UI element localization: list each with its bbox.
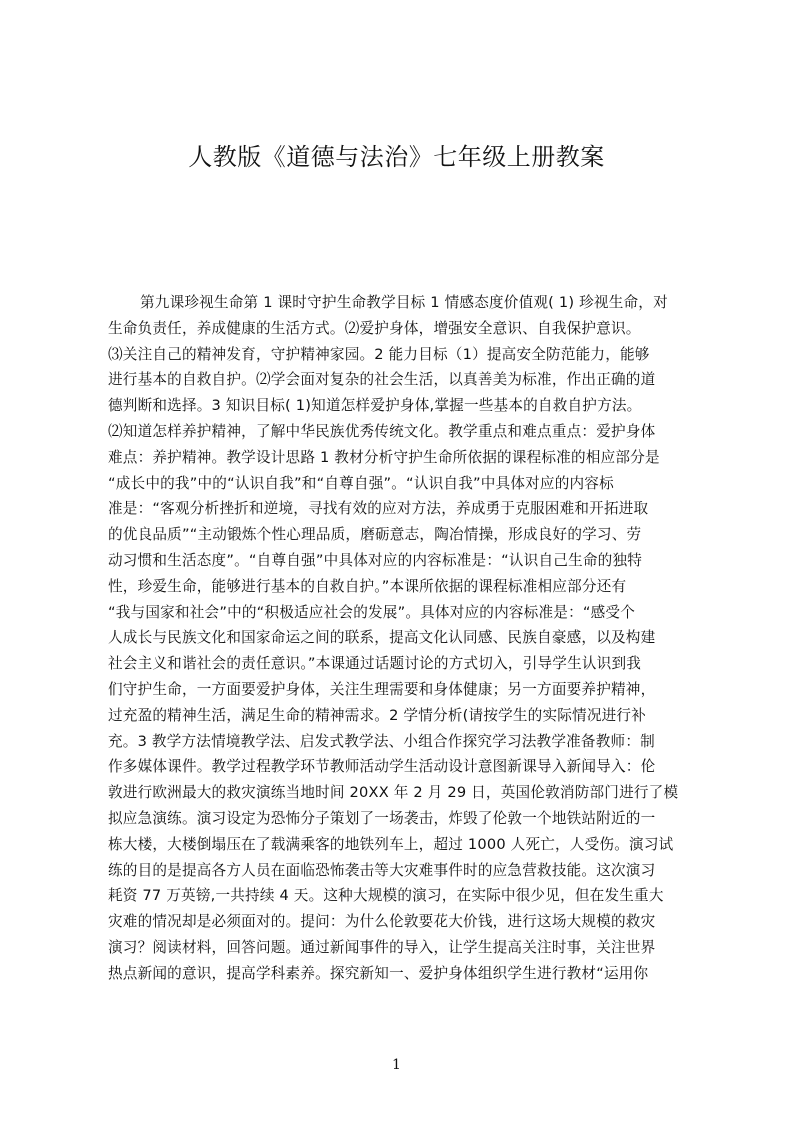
text-line: 难点：养护精神。教学设计思路 1 教材分析守护生命所依据的课程标准的相应部分是 <box>108 448 660 466</box>
text-line: 敦进行欧洲最大的救灾演练当地时间 20XX 年 2 月 29 日，英国伦敦消防部门进行了模 <box>108 784 679 802</box>
text-line: ⑵知道怎样养护精神，了解中华民族优秀传统文化。教学重点和难点重点：爱护身体 <box>108 422 656 440</box>
text-line: “成长中的我”中的“认识自我”和“自尊自强”。“认识自我”中具体对应的内容标 <box>108 474 614 492</box>
text-line: “我与国家和社会”中的“积极适应社会的发展”。具体对应的内容标准是：“感受个 <box>108 603 635 621</box>
text-line: 栋大楼，大楼倒塌压在了载满乘客的地铁列车上，超过 1000 人死亡，人受伤。演习试 <box>108 835 674 853</box>
text-line: 的优良品质”“主动锻炼个性心理品质，磨砺意志，陶冶情操，形成良好的学习、劳 <box>108 526 642 544</box>
text-line: 练的目的是提高各方人员在面临恐怖袭击等大灾难事件时的应急营救技能。这次演习 <box>108 861 656 879</box>
text-line: 热点新闻的意识，提高学科素养。探究新知一、爱护身体组织学生进行教材“运用你 <box>108 964 649 982</box>
text-line: 拟应急演练。演习设定为恐怖分子策划了一场袭击，炸毁了伦敦一个地铁站附近的一 <box>108 809 656 827</box>
text-line: 第九课珍视生命第 1 课时守护生命教学目标 1 情感态度价值观( 1) 珍视生命，对 <box>140 294 668 311</box>
text-line: 进行基本的自救自护。⑵学会面对复杂的社会生活，以真善美为标准，作出正确的道 <box>108 371 656 389</box>
text-line: 性，珍爱生命，能够进行基本的自救自护。”本课所依据的课程标准相应部分还有 <box>108 577 627 595</box>
text-line: 动习惯和生活态度”。“自尊自强”中具体对应的内容标准是：“认识自己生命的独特 <box>108 551 643 569</box>
page-number: 1 <box>392 1057 401 1073</box>
document-title: 人教版《道德与法治》七年级上册教案 <box>188 143 605 171</box>
text-line: 们守护生命，一方面要爱护身体，关注生理需要和身体健康；另一方面要养护精神， <box>108 680 656 698</box>
text-line: 过充盈的精神生活，满足生命的精神需求。2 学情分析(请按学生的实际情况进行补 <box>108 706 647 724</box>
text-line: 演习？阅读材料，回答问题。通过新闻事件的导入，让学生提高关注时事，关注世界 <box>108 938 656 956</box>
body-paragraph <box>108 290 700 987</box>
text-line: 社会主义和谐社会的责任意识。”本课通过话题讨论的方式切入，引导学生认识到我 <box>108 655 642 673</box>
text-line: 生命负责任，养成健康的生活方式。⑵爱护身体，增强安全意识、自我保护意识。 <box>108 319 641 337</box>
text-line: ⑶关注自己的精神发育，守护精神家园。2 能力目标（1）提高安全防范能力，能够 <box>108 345 650 363</box>
text-line: 德判断和选择。3 知识目标( 1)知道怎样爱护身体,掌握一些基本的自救自护方法。 <box>108 397 642 415</box>
text-line: 准是：“客观分析挫折和逆境，寻找有效的应对方法，养成勇于克服困难和开拓进取 <box>108 500 649 518</box>
text-line: 人成长与民族文化和国家命运之间的联系，提高文化认同感、民族自豪感，以及构建 <box>108 629 656 647</box>
text-line: 耗资 77 万英镑,一共持续 4 天。这种大规模的演习，在实际中很少见，但在发生重大 <box>108 887 664 905</box>
text-line: 充。3 教学方法情境教学法、启发式教学法、小组合作探究学习法教学准备教师：制 <box>108 732 655 750</box>
text-line: 作多媒体课件。教学过程教学环节教师活动学生活动设计意图新课导入新闻导入：伦 <box>108 758 656 776</box>
text-line: 灾难的情况却是必须面对的。提问：为什么伦敦要花大价钱，进行这场大规模的救灾 <box>108 913 656 931</box>
